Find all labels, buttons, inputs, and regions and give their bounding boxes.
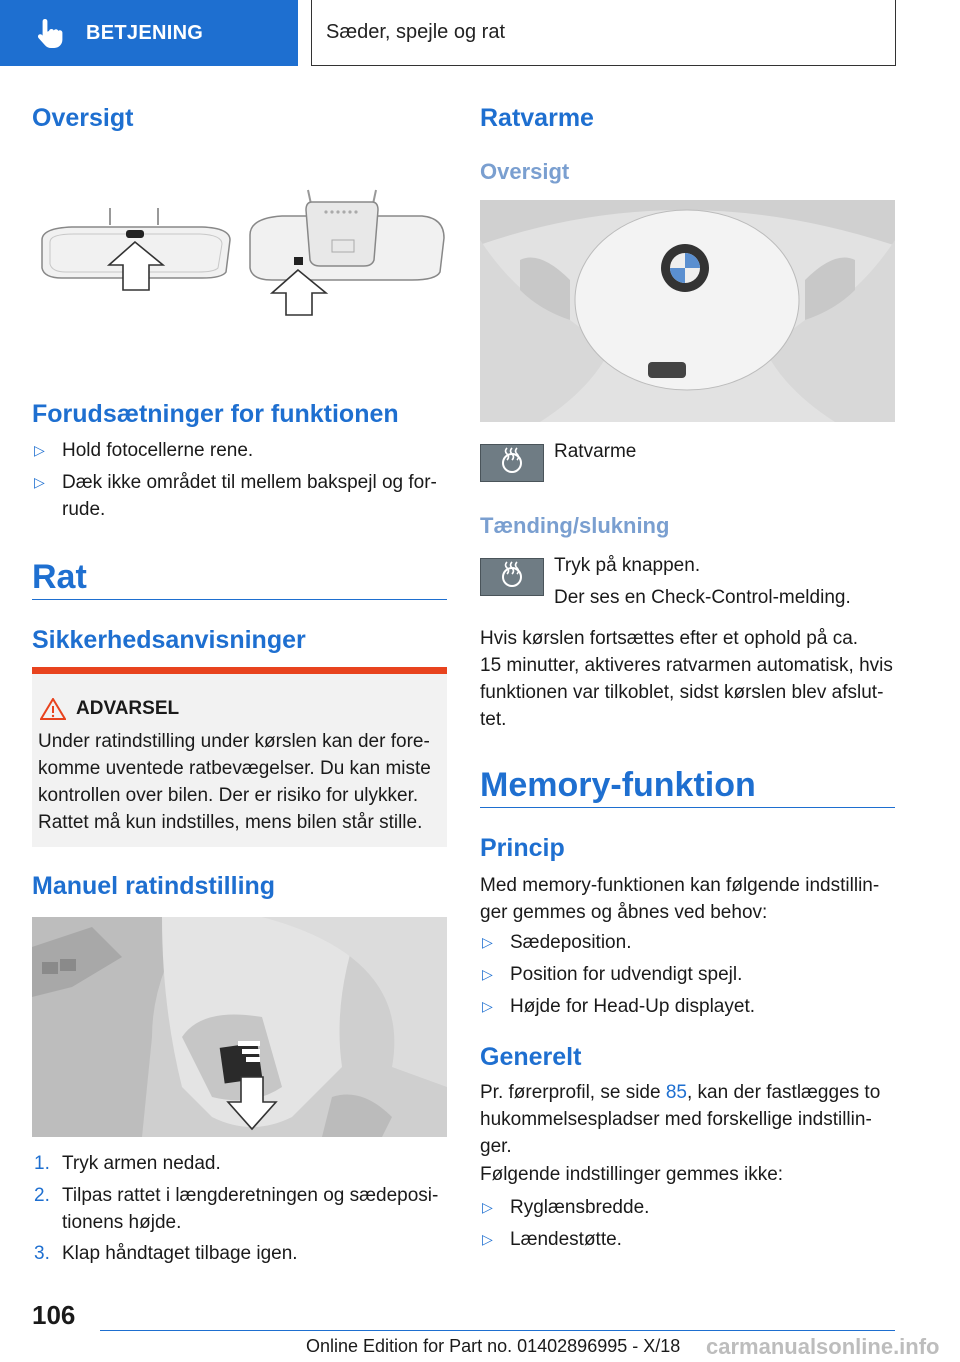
watermark: carmanualsonline.info xyxy=(706,1334,940,1359)
safety-heading: Sikkerhedsanvisninger xyxy=(32,626,306,654)
footer-rule xyxy=(100,1330,895,1331)
heated-wheel-icon xyxy=(497,561,527,594)
prerequisites-heading: Forudsætninger for funktionen xyxy=(32,400,399,428)
button-caption: Ratvarme xyxy=(554,441,637,462)
steering-wheel-illustration xyxy=(480,200,895,422)
heated-wheel-icon xyxy=(497,447,527,480)
page-link[interactable]: 85 xyxy=(665,1082,687,1103)
general-heading: Generelt xyxy=(480,1043,582,1071)
heading-rule xyxy=(32,599,447,600)
warning-triangle-icon xyxy=(40,698,66,725)
triangle-bullet-icon: ▷ xyxy=(482,934,493,950)
overview-subheading: Oversigt xyxy=(480,159,570,184)
principle-text: Med memory-funktionen kan følgende indstillin- ger gemmes og åbnes ved behov: xyxy=(480,875,880,923)
steering-heat-heading: Ratvarme xyxy=(480,104,594,132)
toggle-text: Tryk på knappen. Der ses en Check-Control-melding. xyxy=(554,555,851,608)
manual-adjust-heading: Manuel ratindstilling xyxy=(32,872,276,900)
triangle-bullet-icon: ▷ xyxy=(482,998,493,1014)
edition-text: Online Edition for Part no. 01402896995 - X/18 xyxy=(306,1336,681,1356)
heading-rule xyxy=(480,807,895,808)
section-title: Sæder, spejle og rat xyxy=(311,0,896,66)
triangle-bullet-icon: ▷ xyxy=(482,966,493,982)
pointing-hand-icon xyxy=(34,16,68,50)
list-item: ▷ Dæk ikke området til mellem bakspejl og for- rude. xyxy=(34,469,446,525)
steering-heat-button[interactable] xyxy=(480,444,544,482)
triangle-bullet-icon: ▷ xyxy=(34,442,45,458)
chapter-title: BETJENING xyxy=(86,21,204,44)
steering-column-illustration xyxy=(32,917,447,1137)
list-item: 2. Tilpas rattet i længderetningen og sædeposi- tionens højde. xyxy=(34,1185,439,1233)
warning-text: Under ratindstilling under kørslen kan der fore- komme uventede ratbevægelser. Du kan miste kontrollen over bilen. Der er risiko for ulykker. Rattet må kun indstilles, mens bilen står stille. xyxy=(38,731,431,833)
general-text: Pr. førerprofil, se side 85, kan der fastlægges to hukommelsespladser med forskellige indstillin- ger. xyxy=(480,1082,881,1157)
memory-heading: Memory-funktion xyxy=(480,766,756,804)
page-number: 106 xyxy=(32,1300,76,1330)
triangle-bullet-icon: ▷ xyxy=(34,474,45,490)
chapter-tab[interactable] xyxy=(0,0,298,66)
principle-heading: Princip xyxy=(480,834,565,862)
steering-heat-button[interactable] xyxy=(480,558,544,596)
warning-label: ADVARSEL xyxy=(76,698,180,719)
auto-activation-text: Hvis kørslen fortsættes efter et ophold på ca. 15 minutter, aktiveres ratvarmen automatisk, hvis funktionen var tilkoblet, sidst kørslen blev afslut- tet. xyxy=(480,628,893,730)
triangle-bullet-icon: ▷ xyxy=(482,1199,493,1215)
steering-wheel-heading: Rat xyxy=(32,558,87,596)
triangle-bullet-icon: ▷ xyxy=(482,1231,493,1247)
mirror-illustration xyxy=(32,180,447,330)
warning-box xyxy=(32,667,447,847)
not-saved-text: Følgende indstillinger gemmes ikke: xyxy=(480,1164,784,1185)
overview-heading: Oversigt xyxy=(32,104,134,132)
toggle-heading: Tænding/slukning xyxy=(480,513,670,538)
